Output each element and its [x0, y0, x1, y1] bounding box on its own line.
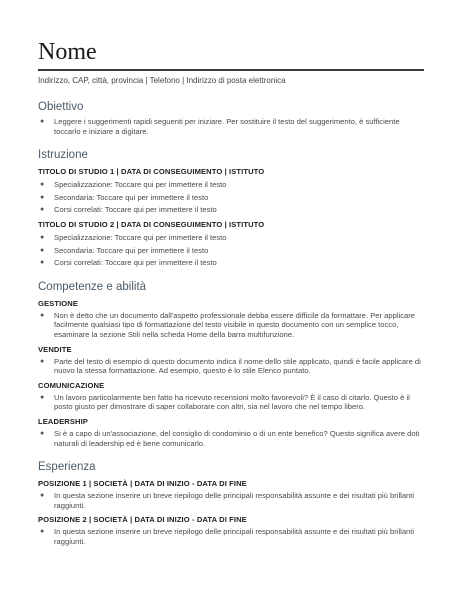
skills-heading-communication[interactable]: COMUNICAZIONE — [38, 380, 105, 390]
list-item[interactable] — [38, 205, 424, 215]
contact-line[interactable]: Indirizzo, CAP, città, provincia | Telefono | Indirizzo di posta elettronica — [38, 76, 286, 85]
experience-heading-1[interactable]: POSIZIONE 1 | SOCIETÀ | DATA DI INIZIO - DATA DI FINE — [38, 479, 247, 489]
list-item[interactable] — [38, 393, 424, 412]
list-item-text: Specializzazione: Toccare qui per immettere il testo — [54, 180, 227, 190]
skills-list-sales — [38, 357, 424, 376]
bullet-icon: ● — [40, 193, 45, 201]
bullet-icon: ● — [40, 206, 45, 214]
education-list-1 — [38, 180, 424, 215]
list-item[interactable] — [38, 527, 424, 546]
list-item-text: Specializzazione: Toccare qui per immettere il testo — [54, 232, 227, 242]
bullet-icon: ● — [40, 181, 45, 189]
section-title-experience: Esperienza — [38, 461, 96, 474]
list-item[interactable] — [38, 491, 424, 510]
list-item[interactable] — [38, 311, 424, 340]
list-item[interactable] — [38, 357, 424, 376]
skills-list-leadership — [38, 429, 424, 448]
experience-list-1 — [38, 491, 424, 510]
section-title-education: Istruzione — [38, 149, 88, 162]
list-item[interactable] — [38, 429, 424, 448]
education-heading-1[interactable]: TITOLO DI STUDIO 1 | DATA DI CONSEGUIMENTO | ISTITUTO — [38, 167, 265, 177]
objective-list — [38, 117, 424, 136]
skills-heading-sales[interactable]: VENDITE — [38, 344, 72, 354]
list-item-text: Non è detto che un documento dall'aspetto professionale debba essere difficile da formattare. Per applicare facilmente qualsiasi tipo di formattazione del testo visibile in questo documento con un semplice tocco, esaminare la sezione Stili nella scheda Home della barra multifunzione. — [54, 310, 415, 339]
list-item-text: Corsi correlati: Toccare qui per immettere il testo — [54, 258, 217, 268]
bullet-icon: ● — [40, 246, 45, 254]
education-heading-2[interactable]: TITOLO DI STUDIO 2 | DATA DI CONSEGUIMENTO | ISTITUTO — [38, 219, 265, 229]
skills-list-communication — [38, 393, 424, 412]
list-item[interactable] — [38, 193, 424, 203]
skills-heading-management[interactable]: GESTIONE — [38, 298, 79, 308]
education-list-2 — [38, 233, 424, 268]
list-item-text: In questa sezione inserire un breve riepilogo delle principali responsabilità assunte e dei risultati più brillanti raggiunti. — [54, 491, 415, 510]
experience-heading-2[interactable]: POSIZIONE 2 | SOCIETÀ | DATA DI INIZIO - DATA DI FINE — [38, 515, 247, 525]
skills-heading-leadership[interactable]: LEADERSHIP — [38, 416, 88, 426]
list-item[interactable] — [38, 258, 424, 268]
bullet-icon: ● — [40, 492, 45, 500]
bullet-icon: ● — [40, 357, 45, 365]
section-title-objective: Obiettivo — [38, 101, 84, 113]
list-item[interactable] — [38, 233, 424, 243]
list-item[interactable] — [38, 180, 424, 190]
list-item-text: Secondaria: Toccare qui per immettere il testo — [54, 192, 209, 202]
header-divider — [38, 69, 424, 71]
section-title-skills: Competenze e abilità — [38, 280, 147, 293]
bullet-icon: ● — [40, 259, 45, 267]
list-item-text: Secondaria: Toccare qui per immettere il testo — [54, 245, 209, 255]
bullet-icon: ● — [40, 393, 45, 401]
list-item-text: Un lavoro particolarmente ben fatto ha ricevuto recensioni molto favorevoli? È il caso di citarlo. Questo è il posto giusto per dimostrare di saper collaborare con altri, sia nel lavoro che nel tempo libero. — [54, 392, 410, 412]
list-item[interactable] — [38, 117, 424, 136]
bullet-icon: ● — [40, 311, 45, 319]
bullet-icon: ● — [40, 429, 45, 437]
experience-list-2 — [38, 527, 424, 546]
bullet-icon: ● — [40, 118, 45, 125]
bullet-icon: ● — [40, 528, 45, 536]
list-item-text: Si è a capo di un'associazione, del consiglio di condominio o di un ente benefico? Questo significa avere doti naturali di leadership ed è bene comunicarlo. — [54, 428, 420, 448]
bullet-icon: ● — [40, 233, 45, 241]
list-item-text: Leggere i suggerimenti rapidi seguenti per iniziare. Per sostituire il testo del suggerimento, è sufficiente toccarlo e iniziare a digitare. — [54, 117, 400, 136]
skills-list-management — [38, 311, 424, 340]
list-item[interactable] — [38, 246, 424, 256]
resume-name[interactable]: Nome — [38, 39, 97, 65]
list-item-text: Parte del testo di esempio di questo documento indica il nome dello stile applicato, quindi è facile applicare di nuovo la stessa formattazione. Ad esempio, questo è lo stile Elenco puntato. — [54, 356, 421, 376]
list-item-text: In questa sezione inserire un breve riepilogo delle principali responsabilità assunte e dei risultati più brillanti raggiunti. — [54, 527, 415, 546]
list-item-text: Corsi correlati: Toccare qui per immettere il testo — [54, 205, 217, 215]
